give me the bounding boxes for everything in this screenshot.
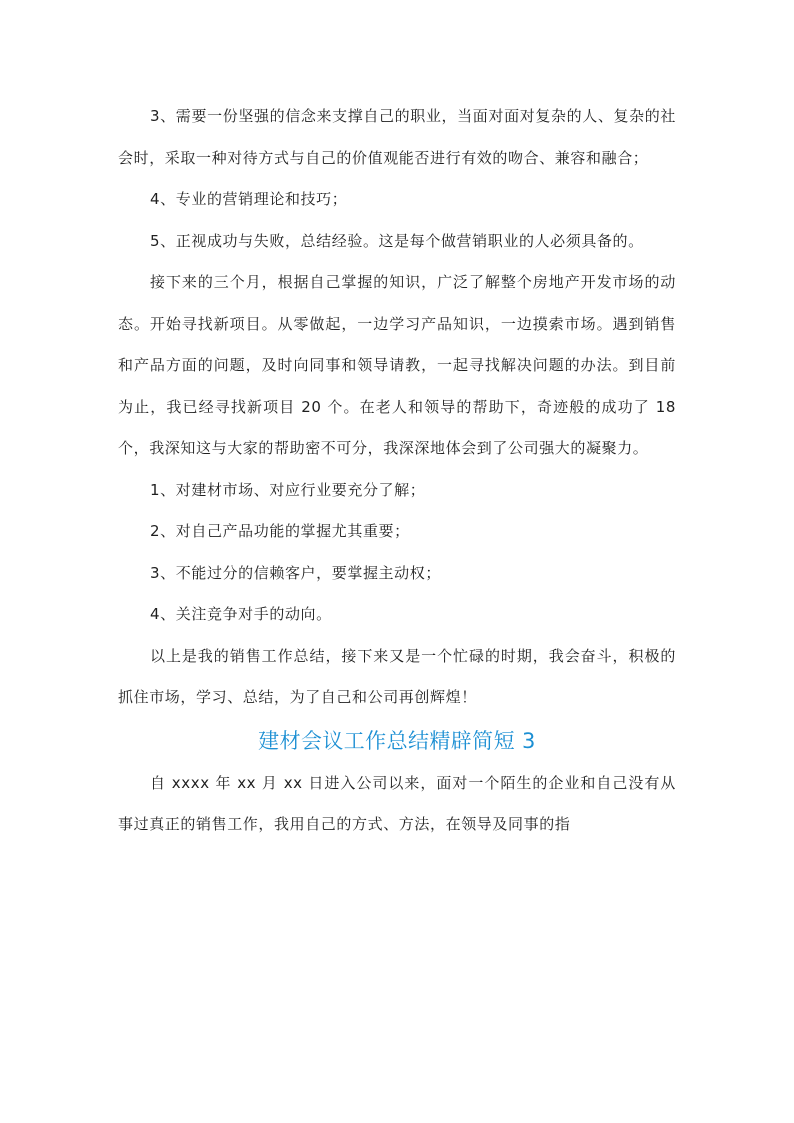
document-body — [118, 96, 676, 846]
paragraph-lesson-3: 3、不能过分的信赖客户，要掌握主动权； — [150, 563, 441, 582]
paragraph-lesson-2: 2、对自己产品功能的掌握尤其重要； — [150, 522, 410, 540]
paragraph-point-3-belief: 3、需要一份坚强的信念来支撑自己的职业，当面对面对复杂的人、复杂的社会时，采取一种对待方式与自己的价值观能否进行有效的吻合、兼容和融合； — [118, 107, 676, 167]
paragraph-section-3-intro: 自 xxxx 年 xx 月 xx 日进入公司以来，面对一个陌生的企业和自己没有从事过真正的销售工作，我用自己的方式、方法，在领导及同事的指 — [118, 773, 676, 833]
paragraph-next-three-months: 接下来的三个月，根据自己掌握的知识，广泛了解整个房地产开发市场的动态。开始寻找新项目。从零做起，一边学习产品知识，一边摸索市场。遇到销售和产品方面的问题，及时向同事和领导请教，一起寻找解决问题的办法。到目前为止，我已经寻找新项目 20 个。在老人和领导的帮助下，奇迹般的成功了 18 个，我深知这与大家的帮助密不可分，我深深地体会到了公司强大的凝聚力。 — [118, 273, 676, 457]
paragraph-conclusion: 以上是我的销售工作总结，接下来又是一个忙碌的时期，我会奋斗，积极的抓住市场，学习、总结，为了自己和公司再创辉煌！ — [118, 646, 676, 706]
paragraph-lesson-1: 1、对建材市场、对应行业要充分了解； — [150, 480, 426, 499]
paragraph-point-5-success: 5、正视成功与失败，总结经验。这是每个做营销职业的人必须具备的。 — [150, 231, 644, 250]
paragraph-lesson-4: 4、关注竞争对手的动向。 — [150, 605, 332, 623]
section-title: 建材会议工作总结精辟简短 3 — [258, 728, 536, 753]
paragraph-point-4-theory: 4、专业的营销理论和技巧； — [150, 190, 348, 208]
